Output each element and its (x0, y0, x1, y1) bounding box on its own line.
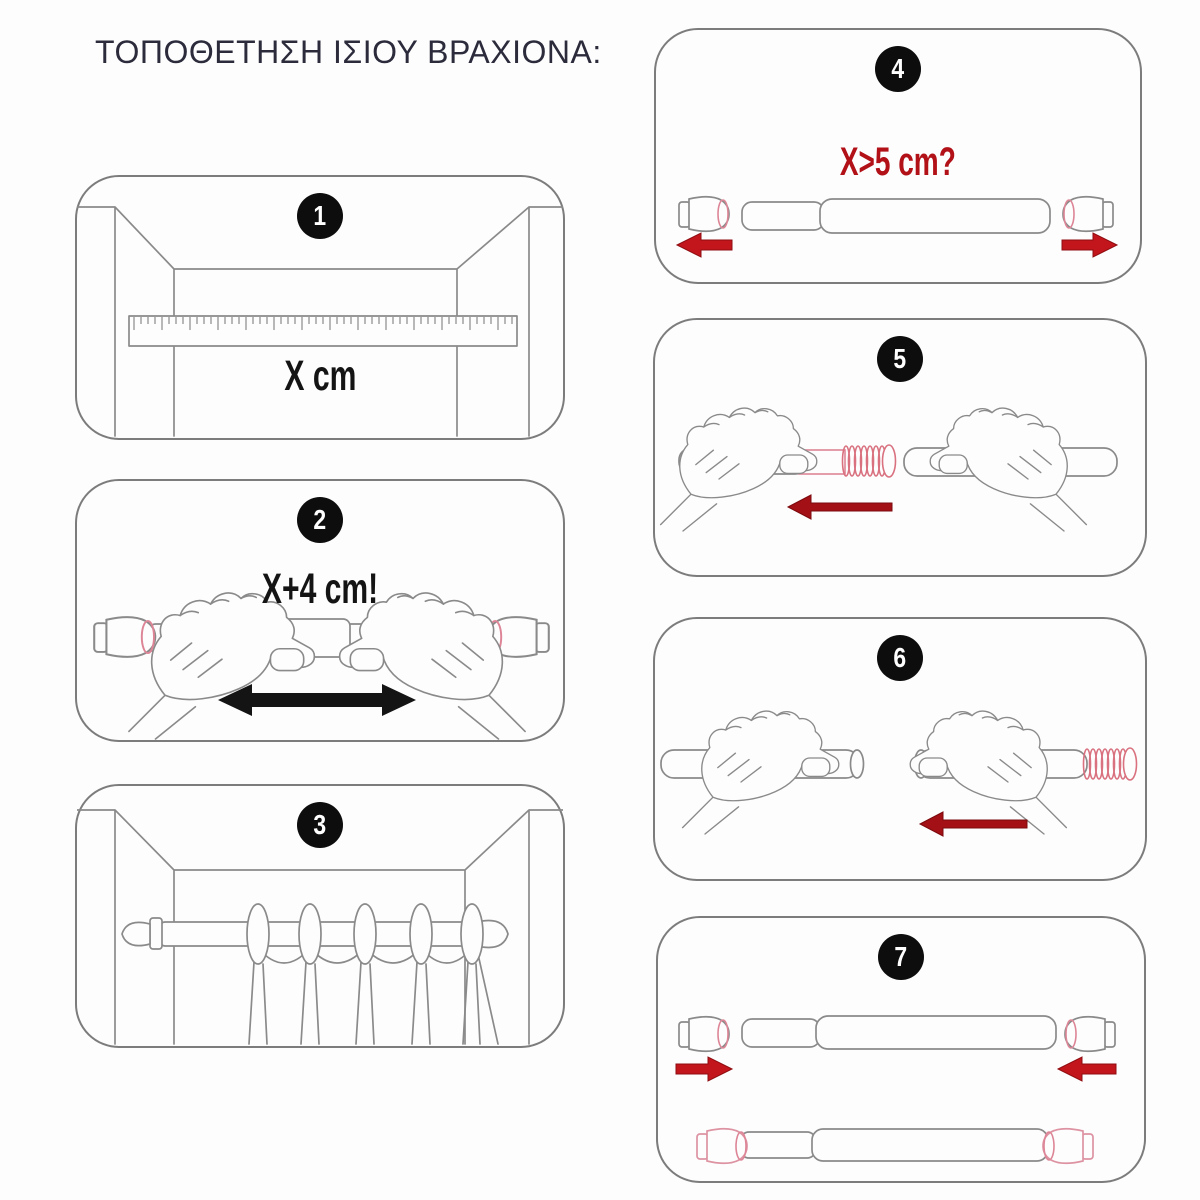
step-6-badge: 6 (877, 635, 923, 681)
left-hand-icon (661, 408, 817, 531)
right-end-cap-icon (1063, 197, 1113, 232)
step-7-badge: 7 (878, 934, 924, 980)
left-end-cap-icon (679, 197, 729, 232)
step-1-badge: 1 (297, 193, 343, 239)
arrow-left-icon (677, 233, 732, 257)
left-hand-icon (129, 593, 314, 739)
step-2-badge: 2 (297, 497, 343, 543)
step-7-panel (656, 916, 1146, 1183)
arrow-right-icon (1062, 233, 1117, 257)
measurement-label-x-cm: X cm (284, 352, 356, 400)
right-end-cap-icon (1065, 1017, 1115, 1052)
right-hand-icon (340, 593, 525, 739)
assembled-rod-drawing (697, 1129, 1093, 1164)
telescopic-rod-drawing (742, 1016, 1056, 1049)
double-arrow-icon (218, 684, 416, 716)
ruler-icon (129, 316, 517, 346)
step-4-panel (654, 28, 1142, 284)
left-end-cap-icon (679, 1017, 729, 1052)
right-end-cap-pink-icon (1043, 1129, 1093, 1164)
measurement-label-x-plus-4: X+4 cm! (261, 565, 379, 613)
step-5-badge: 5 (877, 336, 923, 382)
step-3-panel (75, 784, 565, 1048)
page-title: ΤΟΠΟΘΕΤΗΣΗ ΙΣΙΟΥ ΒΡΑΧΙΟΝΑ: (95, 34, 602, 70)
left-finial-icon (122, 922, 150, 945)
curtain-drawing (249, 948, 498, 1044)
right-hand-icon (910, 711, 1066, 834)
step-2-panel (75, 479, 565, 742)
left-end-cap-icon (94, 617, 155, 657)
spring-icon (843, 445, 896, 477)
spring-icon (1084, 748, 1137, 780)
step-1-panel (75, 175, 565, 440)
step-4-badge: 4 (875, 46, 921, 92)
step-5-panel (653, 318, 1147, 577)
arrow-left-icon (788, 495, 892, 519)
step-3-badge: 3 (297, 802, 343, 848)
open-end-icon (851, 750, 864, 778)
left-end-cap-pink-icon (697, 1129, 747, 1164)
measurement-label-x-gt-5: X>5 cm? (840, 140, 956, 184)
arrow-inward-left-icon (676, 1057, 732, 1081)
telescopic-rod-drawing (742, 199, 1050, 233)
right-hand-icon (930, 408, 1086, 531)
arrow-inward-right-icon (1058, 1057, 1116, 1081)
arrow-left-icon (920, 812, 1027, 836)
step-6-panel (653, 617, 1147, 881)
left-hand-icon (683, 711, 839, 834)
